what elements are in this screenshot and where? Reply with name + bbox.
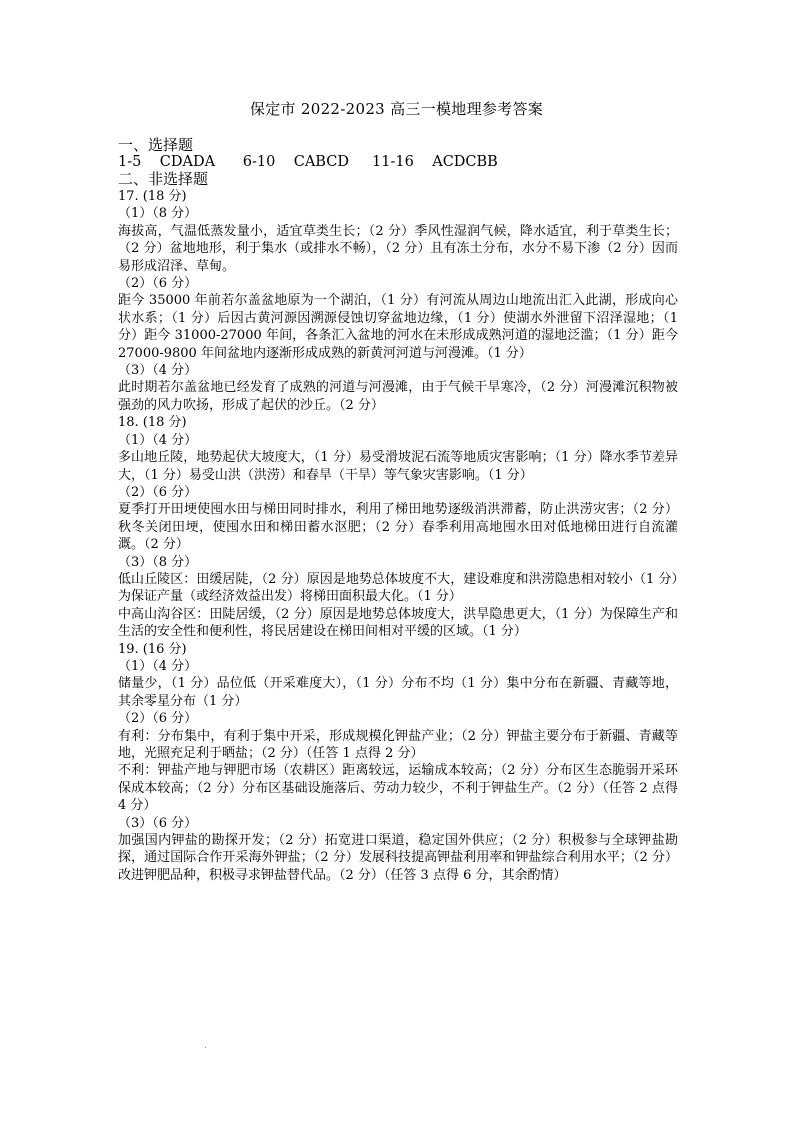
q17-part3-answer: 此时期若尔盖盆地已经发育了成熟的河道与河漫滩，由于气候干旱寒冷，（2 分）河漫滩沉积物被强劲的风力吹扬，形成了起伏的沙丘。（2 分） bbox=[118, 380, 678, 413]
page-speck bbox=[205, 1047, 206, 1048]
q18-part3-answer-high: 中高山沟谷区：田陡居缓，（2 分）原因是地势总体坡度大，洪旱隐患更大，（1 分）为保障生产和生活的安全性和便利性，将民居建设在梯田间相对平缓的区域。（1 分） bbox=[118, 606, 678, 640]
q17-part2-label: （2）（6 分） bbox=[118, 276, 198, 292]
q19-part2-label: （2）（6 分） bbox=[118, 711, 198, 727]
q18-part2-answer: 夏季打开田埂使囤水田与梯田同时排水，利用了梯田地势逐级消洪滞蓄，防止洪涝灾害；（2 分）秋冬关闭田埂，使囤水田和梯田蓄水沤肥；（2 分）春季利用高地囤水田对低地梯田进行自流灌溉。（2 分） bbox=[118, 502, 678, 553]
q17-part3-label: （3）（4 分） bbox=[118, 363, 198, 379]
q18-part3-answer-low: 低山丘陵区：田缓居陡，（2 分）原因是地势总体坡度不大，建设难度和洪涝隐患相对较小（1 分）为保证产量（或经济效益出发）将梯田面积最大化。（1 分） bbox=[118, 571, 678, 605]
section-heading-nonchoice: 二、非选择题 bbox=[118, 170, 209, 188]
question-17-header: 17. (18 分) bbox=[118, 189, 187, 204]
q18-part1-label: （1）（4 分） bbox=[118, 432, 198, 448]
question-19-header: 19. (16 分) bbox=[118, 641, 187, 657]
question-18-header: 18. (18 分) bbox=[118, 415, 187, 431]
document-body bbox=[118, 137, 678, 884]
q19-part2-answer-pro: 有利：分布集中，有利于集中开采，形成规模化钾盐产业；（2 分）钾盐主要分布于新疆、青藏等地，光照充足利于晒盐；（2 分）（任答 1 点得 2 分） bbox=[118, 728, 678, 761]
choice-answers: 1-5 CDADA 6-10 CABCD 11-16 ACDCBB bbox=[118, 154, 498, 170]
q18-part3-label: （3）（8 分） bbox=[118, 554, 198, 570]
q17-part2-answer: 距今 35000 年前若尔盖盆地原为一个湖泊，（1 分）有河流从周边山地流出汇入此湖，形成向心状水系；（1 分）后因古黄河源因溯源侵蚀切穿盆地边缘，（1 分）使湖水外泄留下沼泽湿地；（1 分）距今 31000-27000 年间，各条汇入盆地的河水在未形成成熟河道的湿地泛滥；（1 分）距今 27000-9800 年间盆地内逐渐形成成熟的新黄河河道与河漫滩。（1 分） bbox=[118, 293, 678, 361]
q19-part1-label: （1）（4 分） bbox=[118, 658, 198, 674]
q18-part2-label: （2）（6 分） bbox=[118, 484, 198, 500]
q18-part1-answer: 多山地丘陵，地势起伏大坡度大，（1 分）易受滑坡泥石流等地质灾害影响；（1 分）降水季节差异大，（1 分）易受山洪（洪涝）和春旱（干旱）等气象灾害影响。（1 分） bbox=[118, 450, 678, 483]
q19-part2-answer-con: 不利：钾盐产地与钾肥市场（农耕区）距离较远，运输成本较高；（2 分）分布区生态脆弱开采环保成本较高；（2 分）分布区基础设施落后、劳动力较少，不利于钾盐生产。（2 分）（任答 2 点得 4 分） bbox=[118, 763, 678, 814]
section-heading-choice: 一、选择题 bbox=[118, 136, 194, 154]
q19-part3-label: （3）（6 分） bbox=[118, 815, 198, 831]
q19-part3-answer: 加强国内钾盐的勘探开发；（2 分）拓宽进口渠道，稳定国外供应；（2 分）积极参与全球钾盐勘探，通过国际合作开采海外钾盐；（2 分）发展科技提高钾盐利用率和钾盐综合利用水平；（2 分）改进钾肥品种，积极寻求钾盐替代品。（2 分）（任答 3 点得 6 分，其余酌情） bbox=[118, 833, 678, 883]
document-title: 保定市 2022-2023 高三一模地理参考答案 bbox=[249, 100, 544, 118]
q17-part1-label: （1）（8 分） bbox=[118, 206, 198, 222]
q19-part1-answer: 储量少，（1 分）品位低（开采难度大），（1 分）分布不均（1 分）集中分布在新疆、青藏等地，其余零星分布（1 分） bbox=[118, 676, 678, 709]
q17-part1-answer: 海拔高，气温低蒸发量小，适宜草类生长；（2 分）季风性湿润气候，降水适宜，利于草类生长；（2 分）盆地地形，利于集水（或排水不畅），（2 分）且有冻土分布，水分不易下渗（2 分）因而易形成沼泽、草甸。 bbox=[118, 223, 678, 274]
